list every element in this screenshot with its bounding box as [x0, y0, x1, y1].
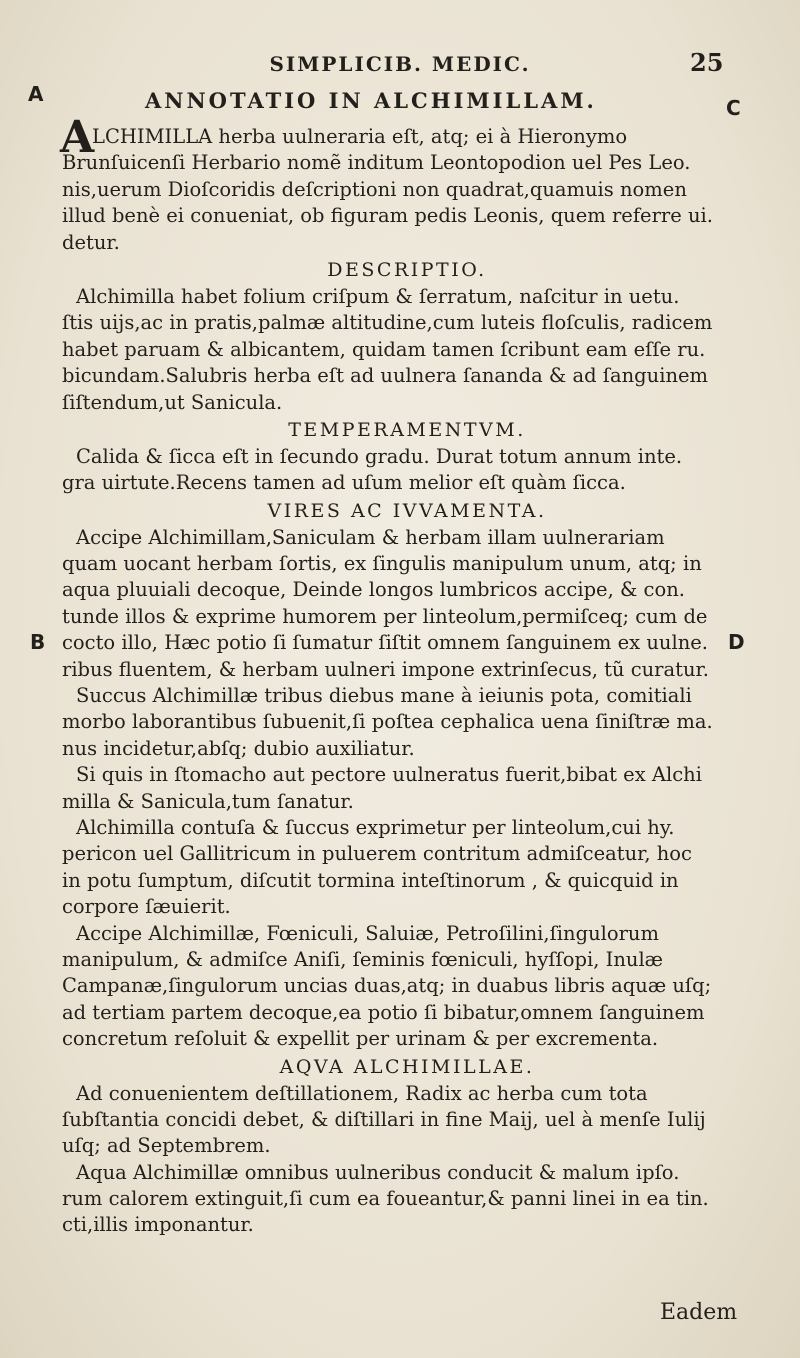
text-line: pericon uel Gallitricum in puluerem contritum admiſceatur, hoc — [62, 842, 692, 866]
text-line: tunde illos & exprime humorem per linteolum,permiſceq; cum de — [62, 604, 708, 628]
text-line: rum calorem extinguit,ſi cum ea foueantur,& panni linei in ea tin. — [62, 1187, 709, 1211]
drop-cap: A — [60, 112, 95, 163]
text-line: Accipe Alchimillam,Saniculam & herbam illam uulnerariam — [76, 525, 665, 549]
running-head: SIMPLICIB. MEDIC. — [269, 52, 531, 76]
text-line: Calida & ſicca eſt in ſecundo gradu. Durat totum annum inte. — [76, 444, 683, 468]
text-line: detur. — [62, 230, 120, 254]
text-line: concretum reſoluit & expellit per urinam & per excrementa. — [62, 1027, 659, 1051]
text-line: Alchimilla contuſa & ſuccus exprimetur per linteolum,cui hy. — [76, 815, 675, 839]
text-line: uſq; ad Septembrem. — [62, 1134, 271, 1158]
page-number: 25 — [690, 48, 724, 77]
text-line: bicundam.Salubris herba eſt ad uulnera ſananda & ad ſanguinem — [62, 364, 709, 388]
margin-letter-d: D — [728, 630, 745, 654]
text-line: nus incidetur,abſq; dubio auxiliatur. — [62, 736, 415, 760]
text-line: illud benè ei conueniat, ob figuram pedis Leonis, quem referre ui. — [62, 204, 713, 228]
margin-letter-b: B — [30, 630, 46, 654]
text-line: quam uocant herbam ſortis, ex ſingulis manipulum unum, atq; in — [62, 552, 702, 576]
text-line: ſiſtendum,ut Sanicula. — [62, 390, 283, 414]
text-line: Si quis in ſtomacho aut pectore uulneratus fuerit,bibat ex Alchi — [76, 763, 702, 787]
text-line: gra uirtute.Recens tamen ad uſum melior eſt quàm ſicca. — [62, 471, 626, 495]
text-line: cocto illo, Hæc potio ſi ſumatur ſiſtit omnem ſanguinem ex uulne. — [62, 631, 709, 655]
text-line: Brunſuicenſi Herbario nomẽ inditum Leontopodion uel Pes Leo. — [62, 151, 691, 175]
section-heading: VIRES AC IVVAMENTA. — [267, 499, 547, 522]
catchword: Eadem — [660, 1300, 738, 1325]
text-line: ad tertiam partem decoque,ea potio ſi bibatur,omnem ſanguinem — [62, 1000, 705, 1024]
section-heading: TEMPERAMENTVM. — [288, 418, 526, 441]
text-line: in potu ſumptum, diſcutit tormina inteſtinorum , & quicquid in — [62, 868, 679, 892]
margin-letter-a: A — [28, 82, 44, 106]
text-line: Succus Alchimillæ tribus diebus mane à ieiunis pota, comitiali — [76, 684, 692, 708]
text-line: nis,uerum Dioſcoridis deſcriptioni non quadrat,quamuis nomen — [62, 177, 687, 201]
body-text — [62, 124, 752, 1239]
text-line: corpore ſæuierit. — [62, 895, 231, 919]
text-line: aqua pluuiali decoque, Deinde longos lumbricos accipe, & con. — [62, 578, 685, 602]
page-title: ANNOTATIO IN ALCHIMILLAM. — [145, 88, 597, 113]
text-line: ſubſtantia concidi debet, & diſtillari in fine Maij, uel à menſe Iulij — [62, 1107, 706, 1131]
section-heading: DESCRIPTIO. — [327, 258, 487, 281]
margin-letter-c: C — [726, 96, 741, 120]
text-line: cti,illis imponantur. — [62, 1213, 254, 1237]
text-line: Aqua Alchimillæ omnibus uulneribus conducit & malum ipſo. — [76, 1160, 680, 1184]
section-heading: AQVA ALCHIMILLAE. — [279, 1055, 535, 1078]
text-line: manipulum, & admiſce Aniſi, ſeminis fœniculi, hyſſopi, Inulæ — [62, 947, 664, 971]
text-line: milla & Sanicula,tum ſanatur. — [62, 789, 354, 813]
text-line: ſtis uijs,ac in pratis,palmæ altitudine,cum luteis floſculis, radicem — [62, 311, 713, 335]
text-line: habet paruam & albicantem, quidam tamen ſcribunt eam eſſe ru. — [62, 337, 706, 361]
text-line: Campanæ,ſingulorum uncias duas,atq; in duabus libris aquæ uſq; — [62, 974, 712, 998]
text-line: Ad conuenientem deſtillationem, Radix ac herba cum tota — [76, 1081, 648, 1105]
text-line: morbo laborantibus ſubuenit,ſi poſtea cephalica uena ſiniſtræ ma. — [62, 710, 713, 734]
text-line: Accipe Alchimillæ, Fœniculi, Saluiæ, Petroſilini,ſingulorum — [76, 921, 659, 945]
text-line: LCHIMILLA herba uulneraria eſt, atq; ei à Hieronymo — [92, 125, 628, 148]
text-line: Alchimilla habet folium criſpum & ſerratum, naſcitur in uetu. — [76, 284, 680, 308]
text-line: ribus fluentem, & herbam uulneri impone extrinſecus, tũ curatur. — [62, 657, 709, 681]
